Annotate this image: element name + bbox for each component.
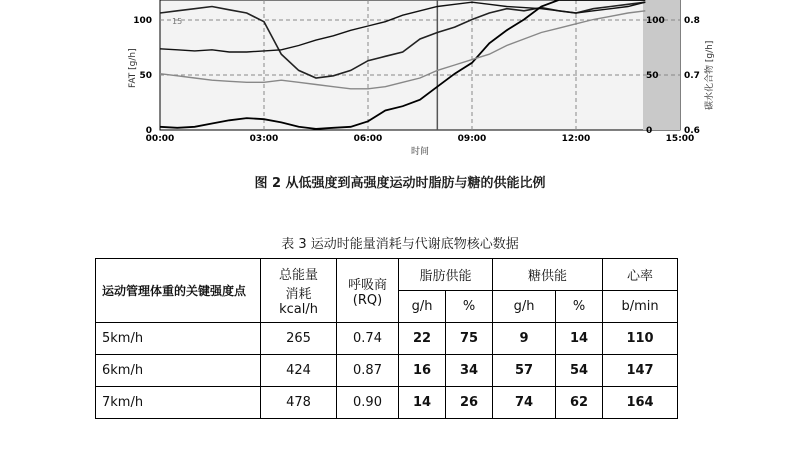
sub-hr-bpm: b/min (603, 291, 678, 323)
sub-fat-pct: % (446, 291, 493, 323)
total-energy-line1: 总能量 (278, 268, 318, 283)
cell-carb-gh: 9 (493, 323, 556, 355)
cell-carb-gh: 57 (493, 355, 556, 387)
rq-line1: 呼吸商 (347, 277, 387, 293)
cell-hr: 110 (603, 323, 678, 355)
right-tick-0: 0 (646, 126, 653, 136)
col-carb: 糖供能 (493, 259, 603, 291)
cell-rq: 0.90 (337, 387, 399, 419)
col-rq (337, 259, 399, 323)
total-energy-line2: 消耗 (285, 287, 312, 302)
cell-fat-gh: 16 (399, 355, 446, 387)
x-tick-9: 09:00 (457, 134, 487, 144)
x-tick-12: 12:00 (561, 134, 591, 144)
cell-fat-gh: 14 (399, 387, 446, 419)
left-tick-100: 100 (133, 16, 152, 26)
x-tick-3: 03:00 (249, 134, 279, 144)
data-table (95, 258, 678, 419)
cell-speed: 7km/h (96, 387, 261, 419)
cell-carb-gh: 74 (493, 387, 556, 419)
inner-tick-label: 15 (172, 17, 183, 26)
cell-carb-pct: 14 (556, 323, 603, 355)
ratio-tick-07: 0.7 (684, 71, 700, 81)
right-tick-50: 50 (646, 71, 659, 81)
col-total-energy (261, 259, 337, 323)
sub-carb-gh: g/h (493, 291, 556, 323)
cell-fat-pct: 34 (446, 355, 493, 387)
cell-carb-pct: 62 (556, 387, 603, 419)
table-row (96, 323, 678, 355)
cell-fat-pct: 26 (446, 387, 493, 419)
cell-carb-pct: 54 (556, 355, 603, 387)
x-tick-15: 15:00 (665, 134, 695, 144)
right-axis-label: 碳水化合物 [g/h] (705, 40, 715, 110)
left-tick-0: 0 (145, 126, 152, 136)
sub-carb-pct: % (556, 291, 603, 323)
col-fat: 脂肪供能 (399, 259, 493, 291)
cell-energy: 265 (261, 323, 337, 355)
cell-fat-pct: 75 (446, 323, 493, 355)
cell-hr: 164 (603, 387, 678, 419)
cell-speed: 5km/h (96, 323, 261, 355)
x-tick-0: 00:00 (145, 134, 175, 144)
sub-fat-gh: g/h (399, 291, 446, 323)
cell-rq: 0.87 (337, 355, 399, 387)
cell-hr: 147 (603, 355, 678, 387)
left-axis-label: FAT [g/h] (128, 48, 138, 88)
ratio-tick-08: 0.8 (684, 16, 700, 26)
figure-caption: 图 2 从低强度到高强度运动时脂肪与糖的供能比例 (254, 176, 546, 191)
cell-energy: 424 (261, 355, 337, 387)
col-hr: 心率 (603, 259, 678, 291)
col-key-point: 运动管理体重的关键强度点 (96, 259, 261, 323)
x-tick-6: 06:00 (353, 134, 383, 144)
rq-line2: (RQ) (352, 292, 383, 308)
cell-fat-gh: 22 (399, 323, 446, 355)
x-axis-label: 时间 (410, 147, 430, 157)
table-row (96, 355, 678, 387)
left-tick-50: 50 (139, 71, 152, 81)
cell-speed: 6km/h (96, 355, 261, 387)
cell-energy: 478 (261, 387, 337, 419)
fat-carb-chart (0, 0, 800, 165)
ratio-tick-06: 0.6 (684, 126, 700, 136)
right-tick-100: 100 (646, 16, 665, 26)
table-caption: 表 3 运动时能量消耗与代谢底物核心数据 (281, 237, 519, 252)
cell-rq: 0.74 (337, 323, 399, 355)
table-row (96, 387, 678, 419)
total-energy-line3: kcal/h (279, 302, 318, 317)
